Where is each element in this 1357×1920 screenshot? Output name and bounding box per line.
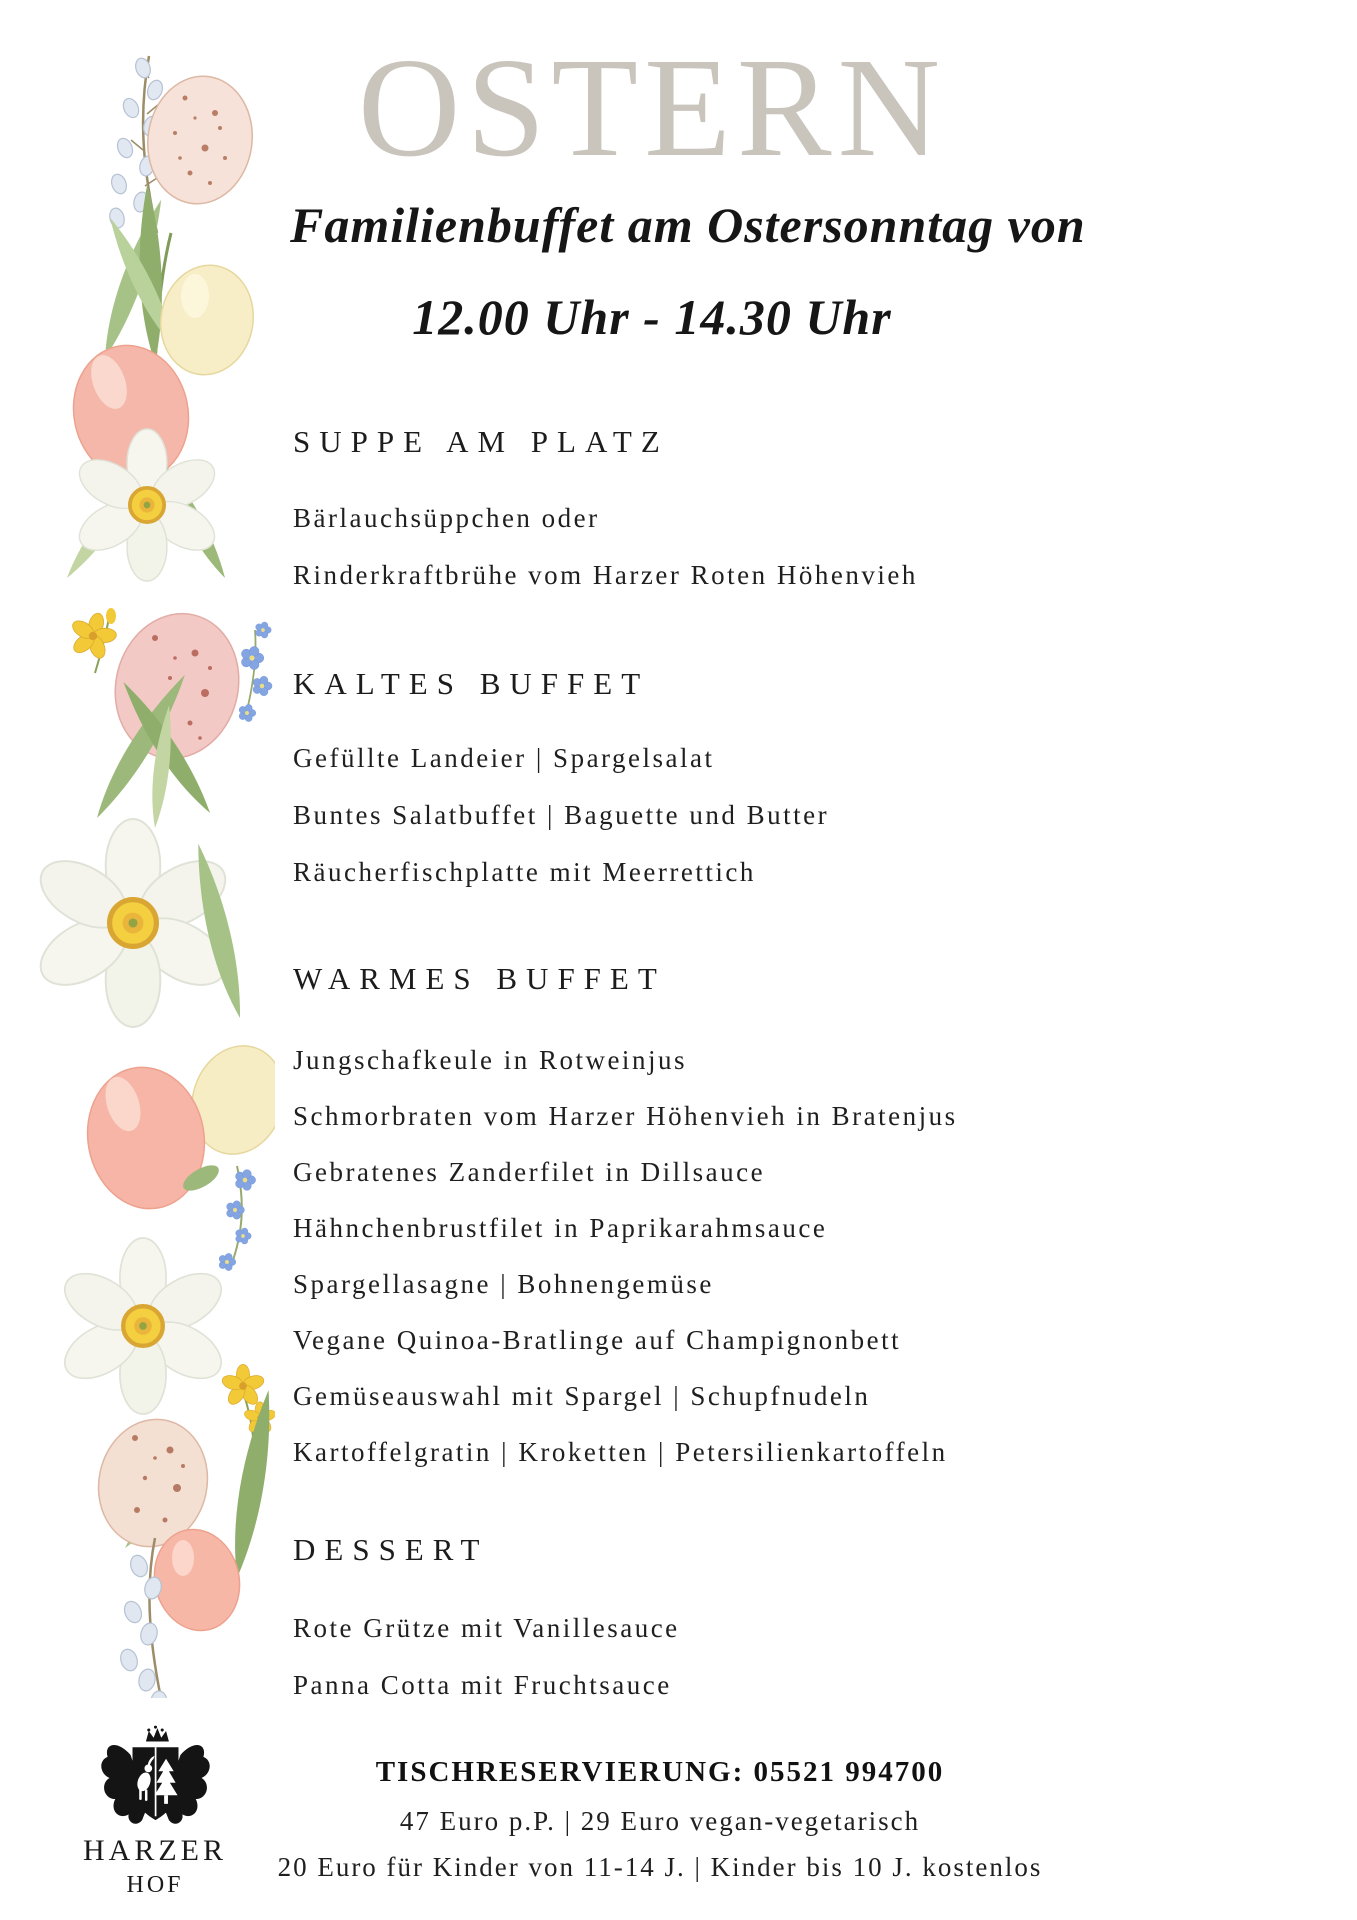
menu-item: Gebratenes Zanderfilet in Dillsauce (293, 1157, 766, 1187)
menu-item: Schmorbraten vom Harzer Höhenvieh in Bratenjus (293, 1101, 958, 1131)
logo-name-line-1: HARZER (83, 1834, 227, 1867)
section-heading-suppe: SUPPE AM PLATZ (293, 424, 669, 459)
forget-me-not-icon (219, 1166, 255, 1271)
section-heading-dessert: DESSERT (293, 1532, 489, 1567)
menu-item: Panna Cotta mit Fruchtsauce (293, 1670, 672, 1700)
page-title: OSTERN (357, 28, 947, 186)
price-line-children: 20 Euro für Kinder von 11-14 J. | Kinder bis 10 J. kostenlos (277, 1852, 1043, 1882)
daffodil-icon (55, 1238, 231, 1414)
menu-item: Bärlauchsüppchen oder (293, 503, 600, 533)
floral-border-illustration (5, 18, 275, 1698)
logo-name-line-2: HOF (126, 1872, 184, 1898)
menu-item: Räucherfischplatte mit Meerrettich (293, 857, 756, 887)
reservation-phone-line: TISCHRESERVIERUNG: 05521 994700 (375, 1756, 945, 1788)
buttercup-icon (63, 607, 122, 673)
menu-item: Gemüseauswahl mit Spargel | Schupfnudeln (293, 1381, 871, 1411)
pink-easter-egg-icon (77, 1058, 216, 1218)
menu-item: Rinderkraftbrühe vom Harzer Roten Höhenvieh (293, 560, 918, 590)
menu-item: Gefüllte Landeier | Spargelsalat (293, 743, 715, 773)
menu-item: Kartoffelgratin | Kroketten | Petersilienkartoffeln (293, 1437, 948, 1467)
menu-item: Rote Grütze mit Vanillesauce (293, 1613, 680, 1643)
subtitle-line-1: Familienbuffet am Ostersonntag von (290, 197, 1086, 253)
price-line-adults: 47 Euro p.P. | 29 Euro vegan-vegetarisch (399, 1806, 921, 1836)
yellow-easter-egg-icon (152, 258, 262, 382)
menu-item: Jungschafkeule in Rotweinjus (293, 1045, 687, 1075)
section-heading-warmes-buffet: WARMES BUFFET (293, 961, 666, 996)
menu-item: Buntes Salatbuffet | Baguette und Butter (293, 800, 830, 830)
daffodil-icon (29, 819, 236, 1027)
crest-icon (98, 1722, 213, 1832)
section-heading-kaltes-buffet: KALTES BUFFET (293, 666, 650, 701)
forget-me-not-icon (239, 622, 272, 722)
menu-item: Vegane Quinoa-Bratlinge auf Champignonbett (293, 1325, 902, 1355)
subtitle-line-2: 12.00 Uhr - 14.30 Uhr (412, 289, 892, 345)
menu-item: Hähnchenbrustfilet in Paprikarahmsauce (293, 1213, 828, 1243)
menu-item: Spargellasagne | Bohnengemüse (293, 1269, 714, 1299)
